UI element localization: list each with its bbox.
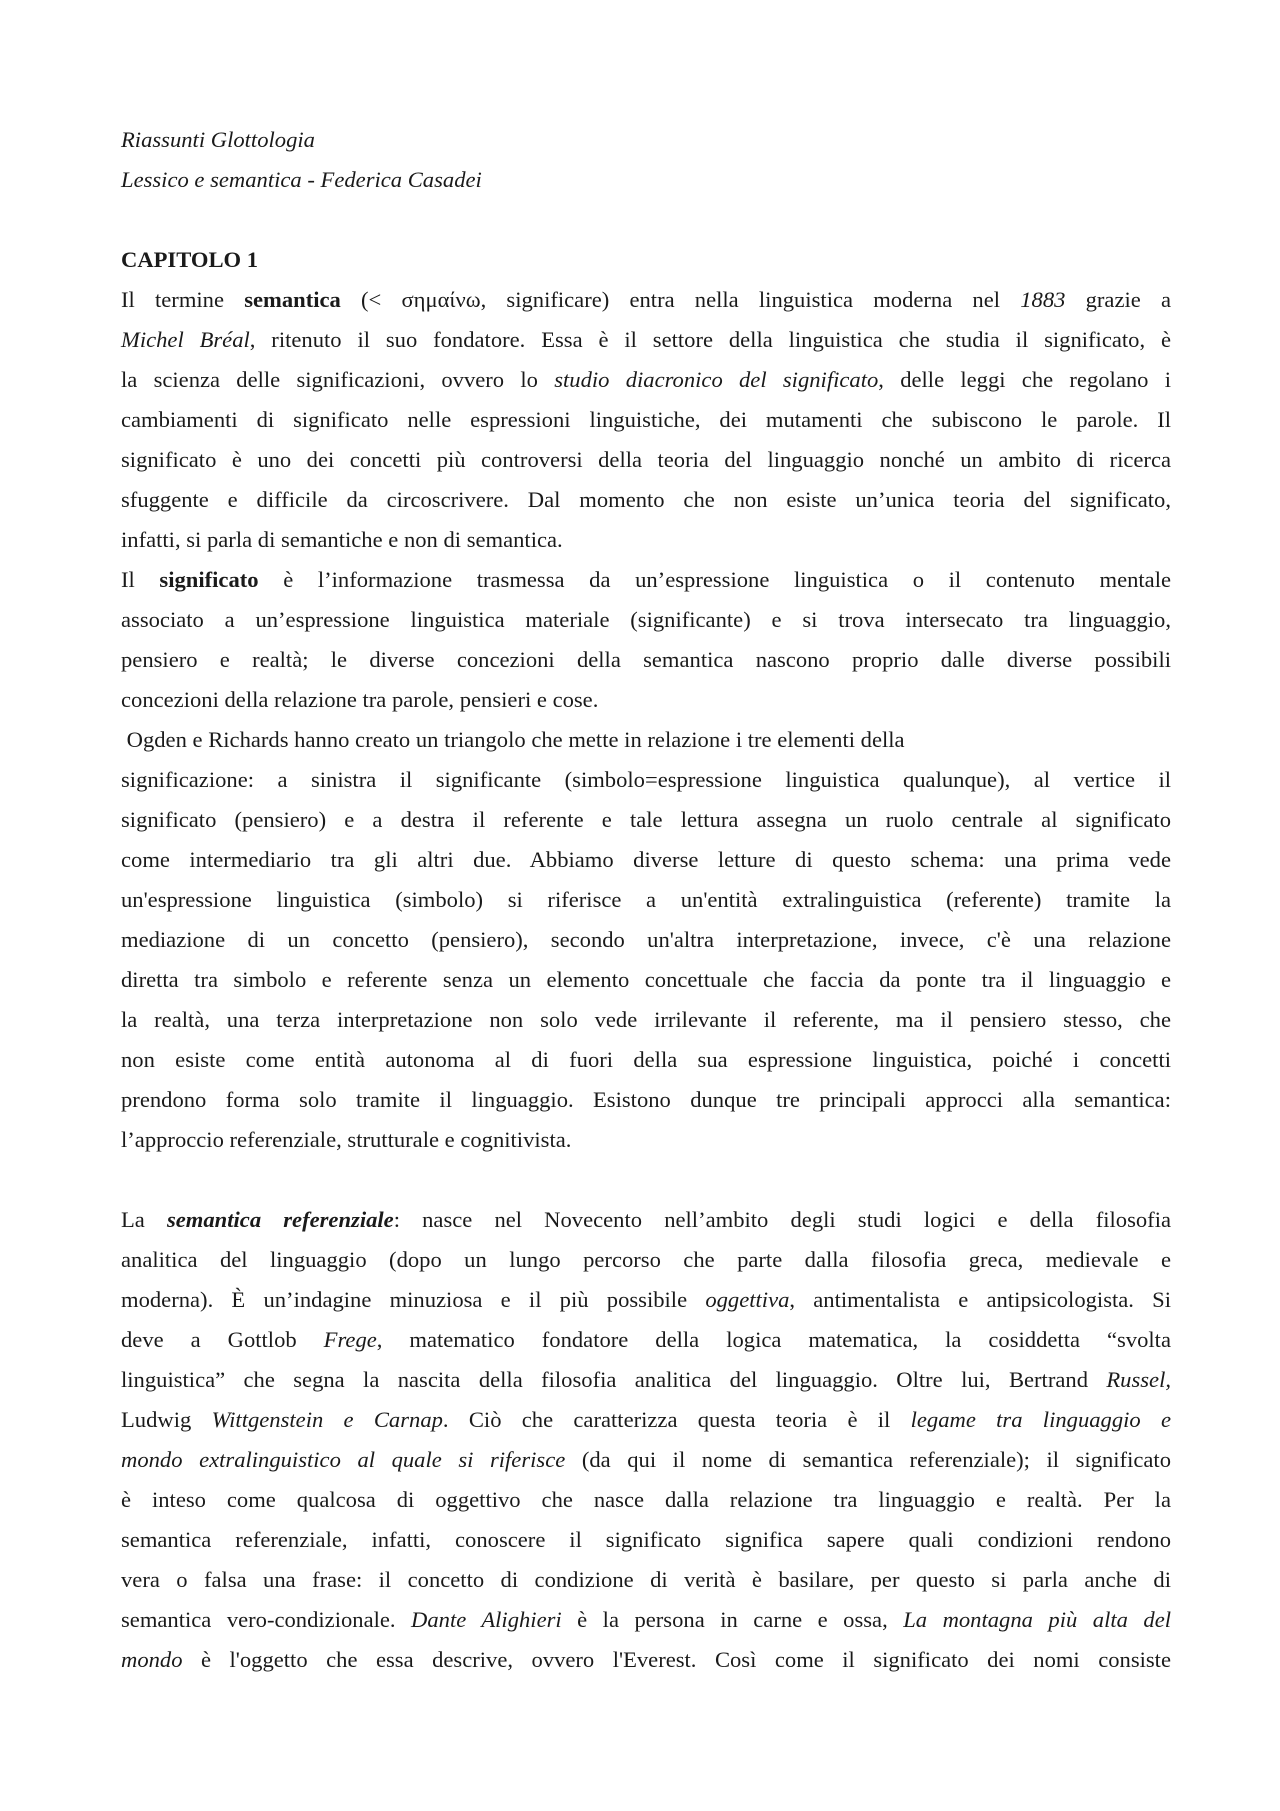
paragraph-line: vera o falsa una frase: il concetto di condizione di verità è basilare, per questo si parla anche di bbox=[121, 1567, 1171, 1592]
paragraph-line: significato è uno dei concetti più controversi della teoria del linguaggio nonché un ambito di ricerca bbox=[121, 447, 1171, 472]
chapter-heading: CAPITOLO 1 bbox=[121, 247, 259, 272]
paragraph-line: diretta tra simbolo e referente senza un elemento concettuale che faccia da ponte tra il linguaggio e bbox=[121, 967, 1171, 992]
paragraph-line: mondo extralinguistico al quale si riferisce (da qui il nome di semantica referenziale); il significato bbox=[121, 1447, 1171, 1472]
paragraph-line: la scienza delle significazioni, ovvero lo studio diacronico del significato, delle leggi che regolano i bbox=[121, 367, 1171, 392]
paragraph-line: l’approccio referenziale, strutturale e cognitivista. bbox=[121, 1127, 572, 1152]
paragraph-line: concezioni della relazione tra parole, pensieri e cose. bbox=[121, 687, 599, 712]
paragraph-line: come intermediario tra gli altri due. Abbiamo diverse letture di questo schema: una prima vede bbox=[121, 847, 1171, 872]
paragraph-2 bbox=[121, 560, 1171, 720]
paragraph-line: non esiste come entità autonoma al di fuori della sua espressione linguistica, poiché i concetti bbox=[121, 1047, 1171, 1072]
paragraph-line: linguistica” che segna la nascita della filosofia analitica del linguaggio. Oltre lui, Bertrand Russel, bbox=[121, 1367, 1171, 1392]
paragraph-line: un'espressione linguistica (simbolo) si riferisce a un'entità extralinguistica (referente) tramite la bbox=[121, 887, 1171, 912]
paragraph-line: pensiero e realtà; le diverse concezioni della semantica nascono proprio dalle diverse possibili bbox=[121, 647, 1171, 672]
paragraph-line: Michel Bréal, ritenuto il suo fondatore. Essa è il settore della linguistica che studia il significato, è bbox=[121, 327, 1171, 352]
paragraph-line: Ogden e Richards hanno creato un triangolo che mette in relazione i tre elementi della bbox=[121, 727, 905, 752]
paragraph-line: Ludwig Wittgenstein e Carnap. Ciò che caratterizza questa teoria è il legame tra linguaggio e bbox=[121, 1407, 1172, 1432]
paragraph-3 bbox=[121, 720, 1171, 1160]
paragraph-line: la realtà, una terza interpretazione non solo vede irrilevante il referente, ma il pensiero stesso, che bbox=[121, 1007, 1171, 1032]
paragraph-line: semantica vero-condizionale. Dante Alighieri è la persona in carne e ossa, La montagna più alta del bbox=[121, 1607, 1172, 1632]
paragraph-line: significato (pensiero) e a destra il referente e tale lettura assegna un ruolo centrale al significato bbox=[121, 807, 1171, 832]
paragraph-4 bbox=[121, 1200, 1171, 1680]
paragraph-line: Il significato è l’informazione trasmessa da un’espressione linguistica o il contenuto mentale bbox=[121, 567, 1172, 592]
paragraph-line: Il termine semantica (< σημαίνω, significare) entra nella linguistica moderna nel 1883 grazie a bbox=[121, 287, 1172, 312]
paragraph-line: La semantica referenziale: nasce nel Novecento nell’ambito degli studi logici e della filosofia bbox=[121, 1207, 1172, 1232]
paragraph-line: cambiamenti di significato nelle espressioni linguistiche, dei mutamenti che subiscono le parole. Il bbox=[121, 407, 1171, 432]
paragraph-line: moderna). È un’indagine minuziosa e il più possibile oggettiva, antimentalista e antipsicologista. Si bbox=[121, 1287, 1171, 1312]
document-header bbox=[121, 120, 1171, 200]
paragraph-line: è inteso come qualcosa di oggettivo che nasce dalla relazione tra linguaggio e realtà. Per la bbox=[121, 1487, 1171, 1512]
paragraph-line: prendono forma solo tramite il linguaggio. Esistono dunque tre principali approcci alla semantica: bbox=[121, 1087, 1171, 1112]
paragraph-line: significazione: a sinistra il significante (simbolo=espressione linguistica qualunque), al vertice il bbox=[121, 767, 1171, 792]
document-subtitle: Lessico e semantica - Federica Casadei bbox=[121, 167, 482, 192]
paragraph-line: mondo è l'oggetto che essa descrive, ovvero l'Everest. Così come il significato dei nomi consiste bbox=[121, 1647, 1171, 1672]
paragraph-line: mediazione di un concetto (pensiero), secondo un'altra interpretazione, invece, c'è una relazione bbox=[121, 927, 1171, 952]
paragraph-line: infatti, si parla di semantiche e non di semantica. bbox=[121, 527, 563, 552]
chapter-heading-block bbox=[121, 240, 1171, 280]
paragraph-line: semantica referenziale, infatti, conoscere il significato significa sapere quali condizioni rendono bbox=[121, 1527, 1171, 1552]
document-title: Riassunti Glottologia bbox=[121, 127, 315, 152]
paragraph-1 bbox=[121, 280, 1171, 560]
paragraph-line: associato a un’espressione linguistica materiale (significante) e si trova intersecato tra linguaggio, bbox=[121, 607, 1171, 632]
paragraph-line: analitica del linguaggio (dopo un lungo percorso che parte dalla filosofia greca, medievale e bbox=[121, 1247, 1171, 1272]
paragraph-line: sfuggente e difficile da circoscrivere. Dal momento che non esiste un’unica teoria del significato, bbox=[121, 487, 1171, 512]
paragraph-line: deve a Gottlob Frege, matematico fondatore della logica matematica, la cosiddetta “svolta bbox=[121, 1327, 1171, 1352]
